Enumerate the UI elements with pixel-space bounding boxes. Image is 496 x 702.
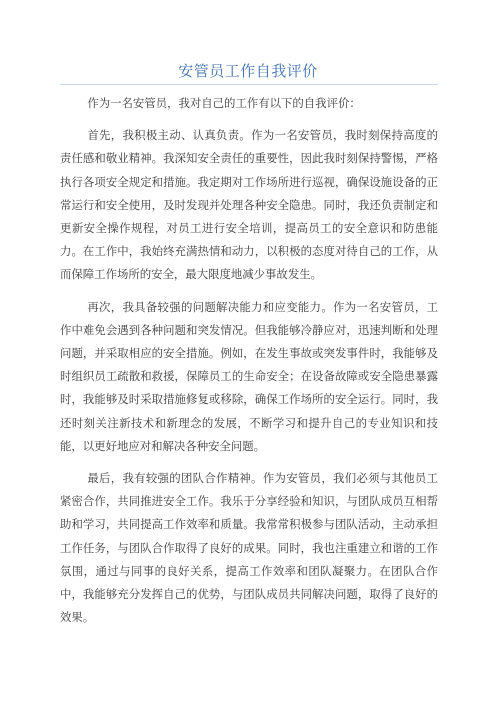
document-body bbox=[60, 92, 438, 638]
page-title: 安管员工作自我评价 bbox=[178, 62, 318, 80]
paragraph-problem-solving: 再次，我具备较强的问题解决能力和应变能力。作为一名安管员，工作中难免会遇到各种问题和突发情况。但我能够冷静应对，迅速判断和处理问题，并采取相应的安全措施。例如，在发生事故或突发事件时，我能够及时组织员工疏散和救援，保障员工的生命安全；在设备故障或安全隐患暴露时，我能够及时采取措施修复或移除，确保工作场所的安全运行。同时，我还时刻关注新技术和新理念的发展，不断学习和提升自己的专业知识和技能，以更好地应对和解决各种安全问题。 bbox=[60, 299, 438, 453]
intro-paragraph: 作为一名安管员，我对自己的工作有以下的自我评价： bbox=[87, 96, 361, 110]
title-divider bbox=[60, 84, 438, 85]
paragraph-responsibility: 首先，我积极主动、认真负责。作为一名安管员，我时刻保持高度的责任感和敬业精神。我深知安全责任的重要性，因此我时刻保持警惕，严格执行各项安全规定和措施。我定期对工作场所进行巡视，确保设施设备的正常运行和安全使用，及时发现并处理各种安全隐患。同时，我还负责制定和更新安全操作规程，对员工进行安全培训，提高员工的安全意识和防患能力。在工作中，我始终充满热情和动力，以积极的态度对待自己的工作，从而保障工作场所的安全，最大限度地减少事故发生。 bbox=[60, 128, 438, 282]
paragraph-teamwork: 最后，我有较强的团队合作精神。作为安管员，我们必须与其他员工紧密合作，共同推进安全工作。我乐于分享经验和知识，与团队成员互相帮助和学习，共同提高工作效率和质量。我常常积极参与团队活动，主动承担工作任务，与团队合作取得了良好的成果。同时，我也注重建立和谐的工作氛围，通过与同事的良好关系，提高工作效率和团队凝聚力。在团队合作中，我能够充分发挥自己的优势，与团队成员共同解决问题，取得了良好的效果。 bbox=[60, 471, 438, 625]
